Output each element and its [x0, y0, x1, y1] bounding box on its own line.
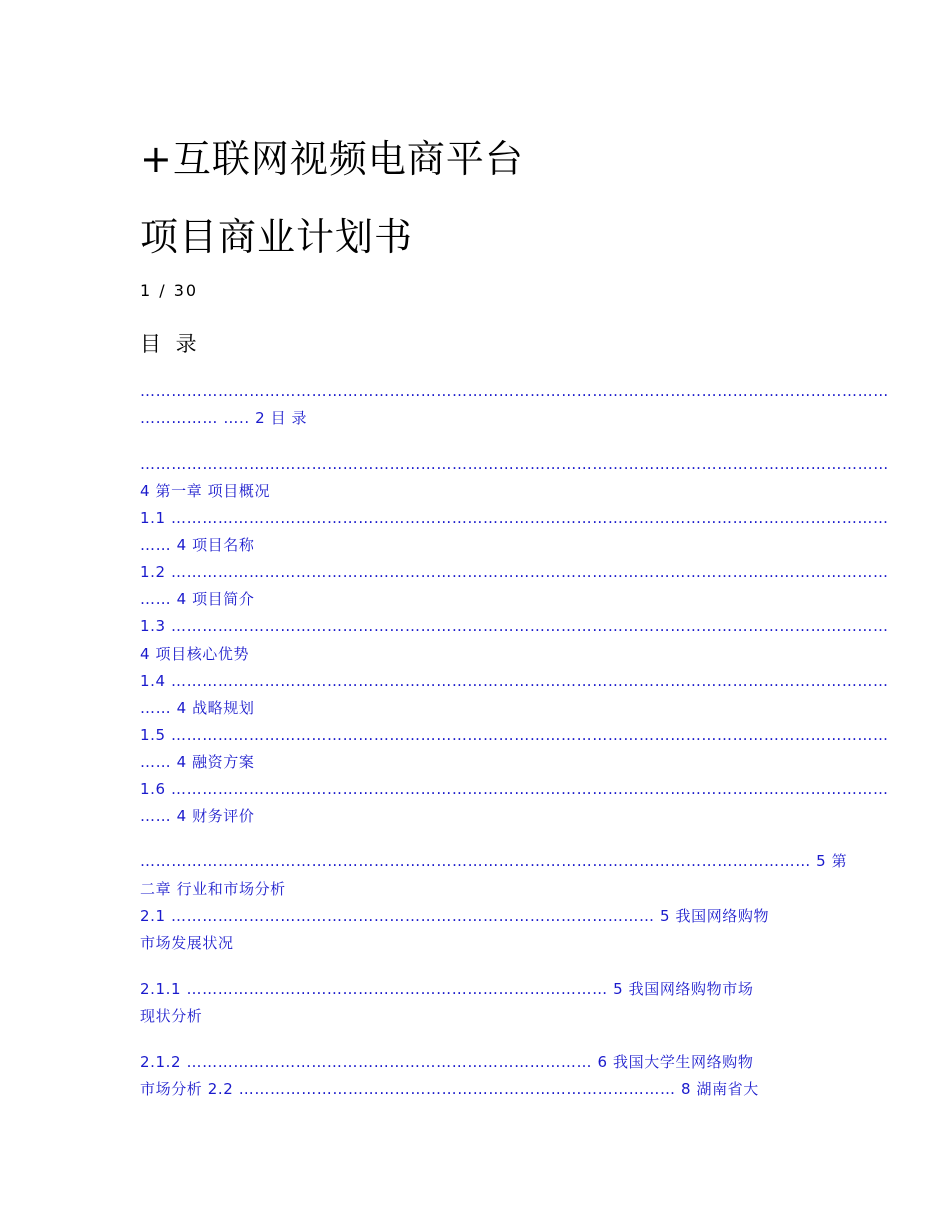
toc-line[interactable]: 2.1.2 …………………………………………………………………… 6 我国大学生网络购物 — [140, 1053, 754, 1071]
toc-line[interactable]: …… 4 融资方案 — [140, 753, 255, 771]
toc-line[interactable]: 二章 行业和市场分析 — [140, 880, 286, 898]
toc-line[interactable]: …… 4 项目简介 — [140, 590, 255, 608]
toc-line[interactable]: 市场发展状况 — [140, 934, 234, 952]
toc-line[interactable]: …… 4 战略规划 — [140, 699, 255, 717]
toc-line[interactable]: 市场分析 2.2 ………………………………………………………………………… 8 湖南省大 — [140, 1080, 759, 1098]
toc-line[interactable]: ……………………………………………………………………………………………………………………………… — [140, 382, 889, 400]
toc-heading: 目 录 — [140, 332, 201, 356]
toc-line[interactable]: 4 第一章 项目概况 — [140, 482, 271, 500]
toc-line[interactable]: 1.5 ………………………………………………………………………………………………………………………… — [140, 726, 889, 744]
page-indicator: 1 / 30 — [140, 281, 199, 300]
document-title-line1: +互联网视频电商平台 — [140, 137, 524, 181]
toc-line[interactable]: ………………………………………………………………………………………………………………… 5 第 — [140, 852, 848, 870]
toc-line[interactable]: ……………………………………………………………………………………………………………………………… — [140, 455, 889, 473]
toc-line[interactable]: …… 4 项目名称 — [140, 536, 255, 554]
toc-line[interactable]: 4 项目核心优势 — [140, 645, 250, 663]
toc-line[interactable]: 1.3 ………………………………………………………………………………………………………………………… — [140, 617, 889, 635]
toc-line[interactable]: 1.1 ………………………………………………………………………………………………………………………… — [140, 509, 889, 527]
toc-line[interactable]: 1.6 ………………………………………………………………………………………………………………………… — [140, 780, 889, 798]
toc-line[interactable]: …………… ….. 2 目 录 — [140, 409, 308, 427]
toc-line[interactable]: 2.1.1 ……………………………………………………………………… 5 我国网络购物市场 — [140, 980, 754, 998]
toc-line[interactable]: 现状分析 — [140, 1007, 203, 1025]
toc-line[interactable]: 1.2 ………………………………………………………………………………………………………………………… — [140, 563, 889, 581]
document-title-line2: 项目商业计划书 — [140, 215, 414, 259]
toc-line[interactable]: …… 4 财务评价 — [140, 807, 255, 825]
toc-line[interactable]: 2.1 ………………………………………………………………………………… 5 我国网络购物 — [140, 907, 770, 925]
toc-line[interactable]: 1.4 ………………………………………………………………………………………………………………………… — [140, 672, 889, 690]
